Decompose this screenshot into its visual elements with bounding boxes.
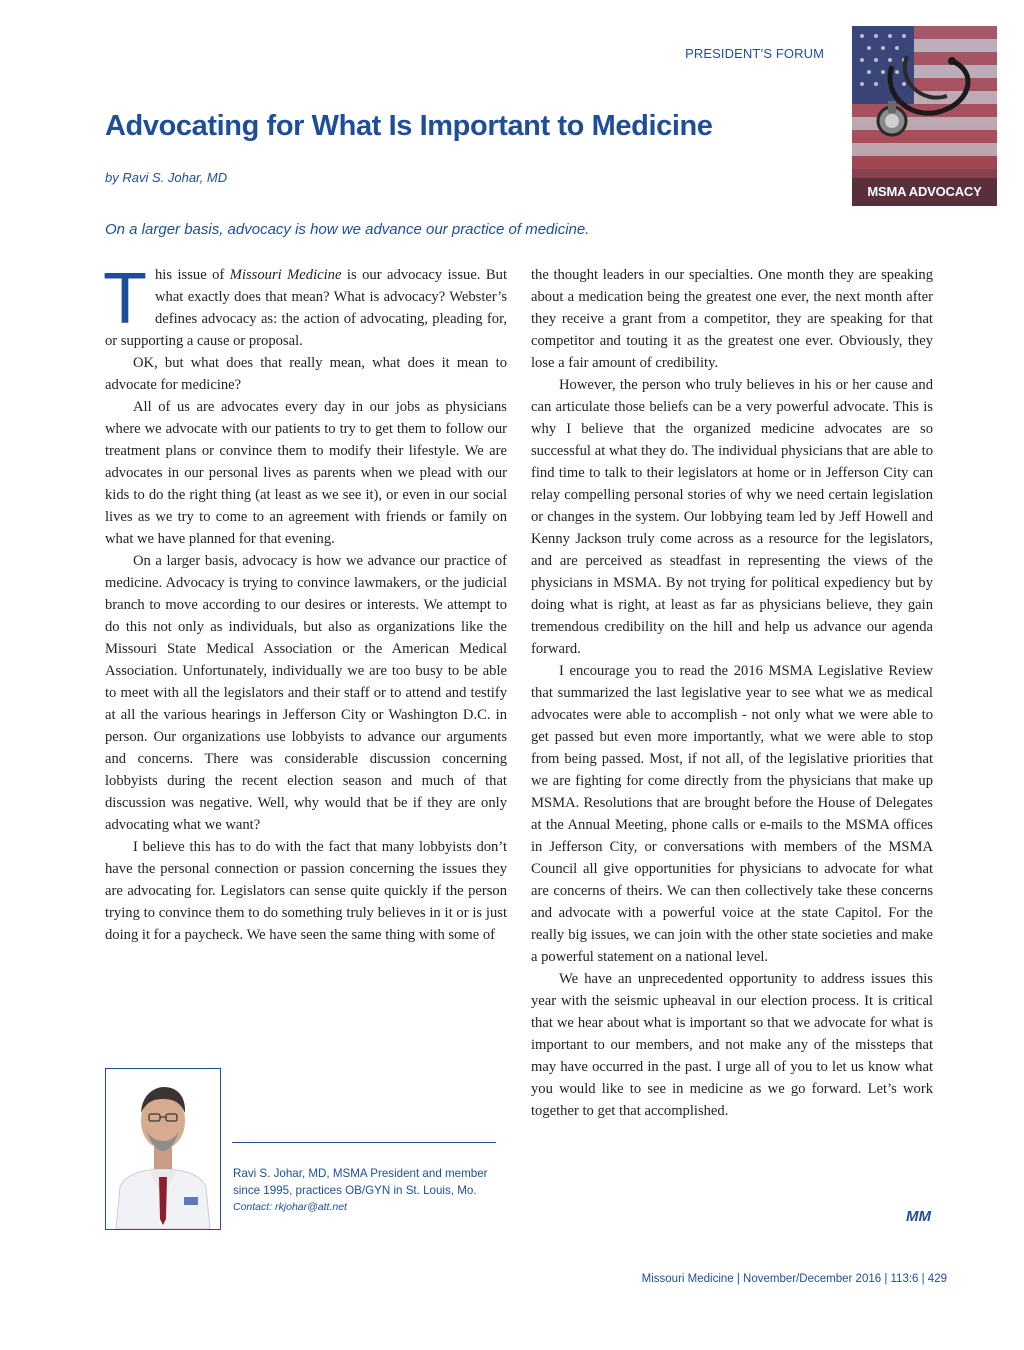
drop-cap: T — [103, 259, 147, 339]
paragraph: OK, but what does that really mean, what does it mean to advocate for medicine? — [105, 355, 507, 393]
advocacy-badge — [852, 26, 997, 206]
publication-name: Missouri Medicine — [229, 267, 342, 283]
byline: by Ravi S. Johar, MD — [105, 170, 228, 185]
end-mark: MM — [906, 1208, 931, 1225]
right-column — [531, 264, 933, 1122]
first-paragraph-rest: is our advocacy issue. But what exactly does that mean? What is advocacy? Webster’s defines advocacy as: the action of advocating, pleading for, or supporting a cause or proposal. — [105, 267, 508, 349]
author-bio: Ravi S. Johar, MD, MSMA President and member since 1995, practices OB/GYN in St. Louis, Mo. — [233, 1167, 488, 1197]
article-title: Advocating for What Is Important to Medicine — [105, 110, 713, 142]
deck: On a larger basis, advocacy is how we advance our practice of medicine. — [105, 221, 590, 238]
paragraph: We have an unprecedented opportunity to address issues this year with the seismic upheaval in our election process. It is critical that we hear about what is important so that we advocate for what is important to our members, and not make any of the missteps that may have occurred in the past. I urge all of you to let us know what you would like to see in medicine as we go forward. Let’s work together to get that accomplished. — [531, 971, 933, 1119]
paragraph-continued: the thought leaders in our specialties. One month they are speaking about a medication being the greatest one ever, the next month after they receive a grant from a competitor, they are speaking for that competitor and touting it as the greatest one ever. Obviously, they lose a fair amount of credibility. — [531, 267, 933, 371]
paragraph: All of us are advocates every day in our jobs as physicians where we advocate with our patients to try to get them to follow our treatment plans or convince them to modify their lifestyle. We are advocates in our personal lives as parents when we plead with our kids to do the right thing (at least as we see it), or even in our social lives as we try to come to an agreement with friends or family on what we have planned for that evening. — [105, 399, 507, 547]
page-footer: Missouri Medicine | November/December 2016 | 113:6 | 429 — [641, 1273, 947, 1285]
author-caption — [233, 1165, 498, 1216]
author-contact: Contact: rkjohar@att.net — [233, 1201, 347, 1213]
first-paragraph — [103, 259, 508, 352]
paragraph: On a larger basis, advocacy is how we advance our practice of medicine. Advocacy is trying to convince lawmakers, or the judicial branch to move according to our desires or interests. We attempt to do this not only as individuals, but also as organizations like the Missouri State Medical Association or the American Medical Association. Unfortunately, individually we are too busy to be able to meet with all the legislators and their staff or to attend and testify at all the various hearings in Jefferson City or Washington D.C. in person. Our organizations use lobbyists to advance our arguments and concerns. There was considerable discussion concerning lobbyists during the recent election season and much of that discussion was negative. Well, why would that be if they are only advocating what we want? — [105, 553, 507, 833]
first-paragraph-start: his issue of — [154, 267, 230, 283]
badge-caption: MSMA ADVOCACY — [852, 178, 997, 206]
paragraph: I believe this has to do with the fact that many lobbyists don’t have the personal connection or passion concerning the issues they are advocating for. Legislators can sense quite quickly if the person trying to convince them to do something truly believes in it or is just doing it for a paycheck. We have seen the same thing with some of — [105, 839, 507, 943]
author-photo — [105, 1068, 221, 1230]
caption-divider — [232, 1142, 496, 1143]
paragraph: I encourage you to read the 2016 MSMA Legislative Review that summarized the last legislative year to see what we as medical advocates were able to accomplish - not only what we were able to get passed but even more importantly, what we were able to stop from being passed. Most, if not all, of the legislative priorities that we are fighting for come directly from the physicians that make up MSMA. Resolutions that are brought before the House of Delegates at the Annual Meeting, phone calls or e-mails to the MSMA offices in Jefferson City, or conversations with members of the MSMA Council all give opportunities for physicians to advocate for what are concerns of theirs. We can then collectively take these concerns and advocate with a powerful voice at the state Capitol. For the really big issues, we can join with the other state societies and make a powerful statement on a national level. — [531, 663, 933, 965]
author-portrait — [106, 1069, 220, 1229]
left-column — [103, 259, 508, 946]
paragraph: However, the person who truly believes in his or her cause and can articulate those beliefs can be a very powerful advocate. This is why I believe that the organized medicine advocates are so successful at what they do. The individual physicians that are able to find time to talk to their legislators at home or in Jefferson City can relay compelling personal stories of why we need certain legislation or changes in the system. Our lobbying team led by Jeff Howell and Kenny Jackson truly come across as a resource for the legislators, and are perceived as steadfast in representing the views of the physicians in MSMA. By not trying for political expediency but by doing what is right, at least as far as physicians believe, they gain tremendous credibility on the hill and help us advance our agenda forward. — [531, 377, 933, 657]
section-label: PRESIDENT’S FORUM — [685, 46, 824, 61]
